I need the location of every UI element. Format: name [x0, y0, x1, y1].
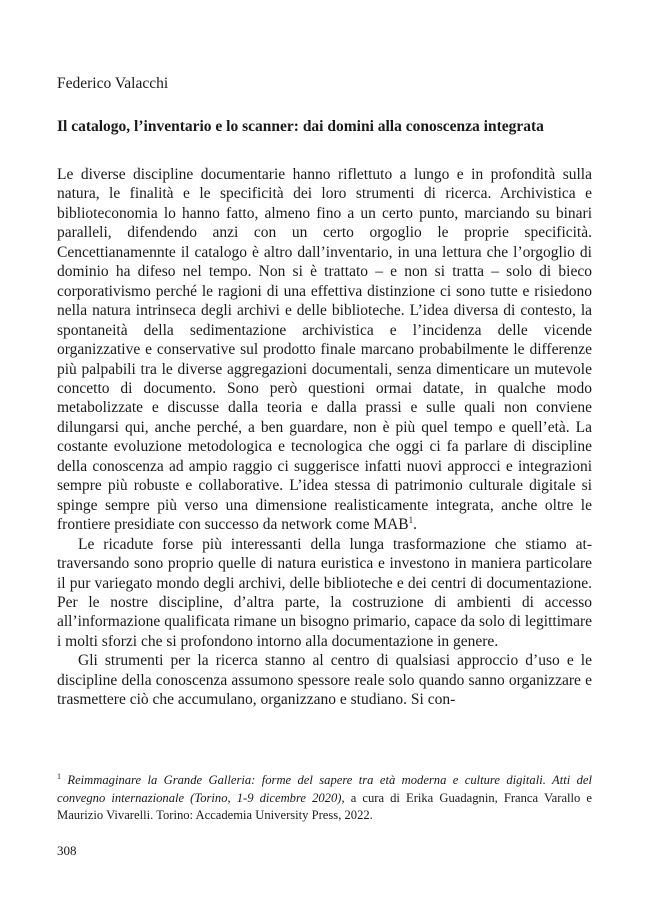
footnote: [57, 772, 592, 825]
body-paragraph: Gli strumenti per la ricerca stanno al centro di qualsiasi approccio d’uso e le discipline della conoscenza assumono spessore reale solo quando sanno organizzare e trasmettere ciò che accumulano, organizzano e studiano. Si con-: [57, 652, 592, 709]
article-title: Il catalogo, l’inventario e lo scanner: dai domini alla conoscenza integrata: [57, 118, 544, 135]
footnote-reference[interactable]: 1: [408, 515, 414, 525]
paragraph-text: Le diverse discipline documentarie hanno riflettuto a lungo e in profondità sulla natura, le finalità e le specificità dei loro strumenti di ricerca. Archivistica e biblioteconomia lo hanno fatto, almeno fino a un certo punto, marciando su binari paralleli, difendendo anzi con un certo orgoglio le proprie specificità. Cencettianamennte il catalogo è altro dall’inventario, in una lettura che l’orgoglio di dominio ha difeso nel tempo. Non si è trattato – e non si tratta – solo di bieco corporativismo perché le ragioni di una effettiva distinzione ci sono tutte e risiedono nella natura intrinseca degli archivi e delle biblioteche. L’idea diversa di contesto, la spontaneità della sedimentazione archivistica e l’incidenza delle vicende organizzative e conservative sul prodotto finale marcano probabilmente le differenze più palpabili tra le diverse aggregazioni documentali, senza dimenticare un mutevole concetto di documento. Sono però questioni ormai datate, in qualche modo metabolizzate e discusse dalla teoria e dalla prassi e sulle quali non conviene dilungarsi qui, anche perché, a ben guardare, non è più quel tempo e quell’età. La costante evoluzione metodologica e tecnologica che oggi ci fa parlare di discipline della conoscenza ad ampio raggio ci suggerisce infatti nuovi approcci e integrazioni sempre più robuste e collaborative. L’idea stessa di patrimonio culturale digitale si spinge sempre più verso una dimensione realisticamente integrata, anche oltre le frontiere presidiate con successo da network come MAB: [57, 166, 592, 534]
paragraph-end: .: [413, 516, 418, 534]
page-number: 308: [57, 843, 77, 858]
footnote-cited-title: Reimmaginare la Grande Galleria: forme del sapere tra età moderna e culture digitali. Atti del convegno internazionale (Torino, 1-9 dicembre 2020): [57, 773, 592, 805]
article-body: [57, 165, 592, 710]
footnote-number: 1: [57, 771, 61, 781]
footnote-citation: , a cura di Erika Guadagnin, Franca Varallo e Maurizio Vivarelli. Torino: Accademia University Press, 2022.: [57, 790, 593, 822]
body-paragraph: Le ricadute forse più interessanti della lunga trasformazione che stiamo attraversando sono proprio quelle di natura euristica e investono in maniera particolare il pur variegato mondo degli archivi, delle biblioteche e dei centri di documentazione. Per le nostre discipline, d’altra parte, la costruzione di ambienti di accesso all’informazione qualificata rimane un bisogno primario, capace da solo di legittimare i molti sforzi che si profondono intorno alla documentazione in genere.: [57, 535, 592, 650]
body-paragraph: [57, 165, 592, 535]
author-name: Federico Valacchi: [57, 75, 169, 92]
